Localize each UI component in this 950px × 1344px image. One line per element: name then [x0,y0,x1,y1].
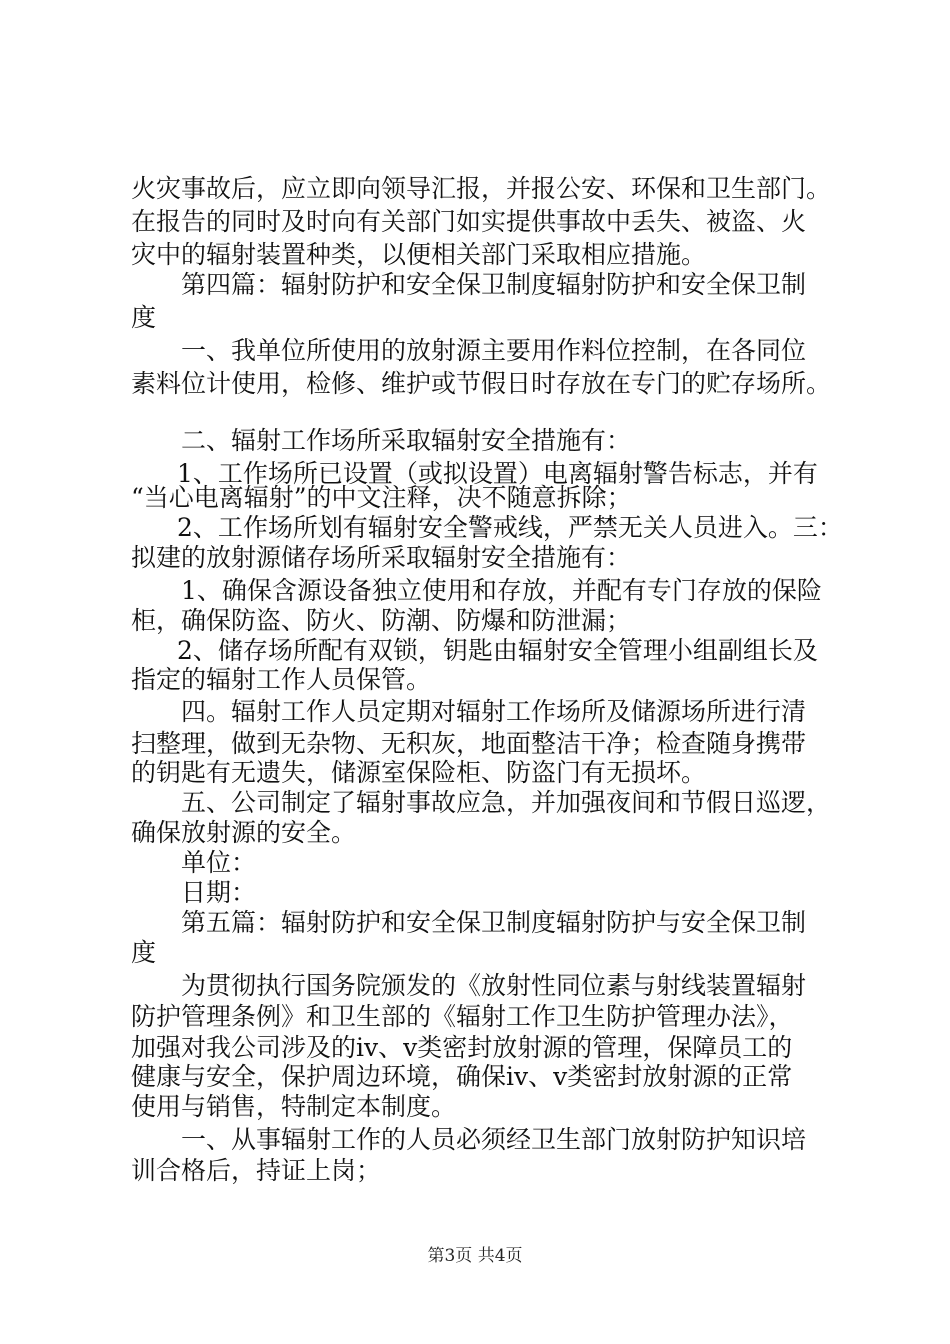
text-line: 拟建的放射源储存场所采取辐射安全措施有： [131,543,632,572]
signature-date-label: 日期： [181,878,257,907]
text-line: 柜，确保防盗、防火、防潮、防爆和防泄漏； [131,606,632,635]
text-line: 火灾事故后，应立即向领导汇报，并报公安、环保和卫生部门。 [131,174,832,203]
text-line: 加强对我公司涉及的iv、v类密封放射源的管理，保障员工的 [131,1033,793,1062]
text-line: 防护管理条例》和卫生部的《辐射工作卫生防护管理办法》， [131,1002,794,1031]
text-line: 确保放射源的安全。 [131,818,357,847]
page-number: 第3页 共4页 [427,1246,523,1266]
section-heading: 第四篇：辐射防护和安全保卫制度辐射防护和安全保卫制 [181,270,807,299]
text-line: 2、储存场所配有双锁，钥匙由辐射安全管理小组副组长及 [177,636,818,665]
text-line: 二、辐射工作场所采取辐射安全措施有： [181,426,632,455]
section-heading: 度 [131,938,157,967]
text-line: 的钥匙有无遗失，储源室保险柜、防盗门有无损坏。 [131,758,707,787]
text-line: 素料位计使用，检修、维护或节假日时存放在专门的贮存场所。 [131,369,832,398]
text-line: 五、公司制定了辐射事故应急，并加强夜间和节假日巡逻， [181,788,832,817]
text-line: 使用与销售，特制定本制度。 [131,1092,457,1121]
text-line: 为贯彻执行国务院颁发的《放射性同位素与射线装置辐射 [181,971,807,1000]
text-line: 训合格后，持证上岗； [131,1156,382,1185]
text-line: 指定的辐射工作人员保管。 [131,665,432,694]
text-line: 1、确保含源设备独立使用和存放，并配有专门存放的保险 [181,576,822,605]
signature-unit-label: 单位： [181,848,257,877]
text-line: 四。辐射工作人员定期对辐射工作场所及储源场所进行清 [181,697,807,726]
text-line: 扫整理，做到无杂物、无积灰，地面整洁干净；检查随身携带 [131,729,807,758]
text-line: 健康与安全，保护周边环境，确保iv、v类密封放射源的正常 [131,1062,793,1091]
text-line: 一、从事辐射工作的人员必须经卫生部门放射防护知识培 [181,1125,807,1154]
section-heading: 度 [131,303,157,332]
section-heading: 第五篇：辐射防护和安全保卫制度辐射防护与安全保卫制 [181,908,807,937]
text-line: 在报告的同时及时向有关部门如实提供事故中丢失、被盗、火 [131,207,807,236]
text-line: 灾中的辐射装置种类，以便相关部门采取相应措施。 [131,240,707,269]
text-line: 2、工作场所划有辐射安全警戒线，严禁无关人员进入。三： [177,513,843,542]
text-line: 一、我单位所使用的放射源主要用作料位控制，在各同位 [181,336,807,365]
text-line: “当心电离辐射”的中文注释，决不随意拆除； [131,483,632,512]
text-line: 1、工作场所已设置（或拟设置）电离辐射警告标志，并有 [177,459,818,488]
